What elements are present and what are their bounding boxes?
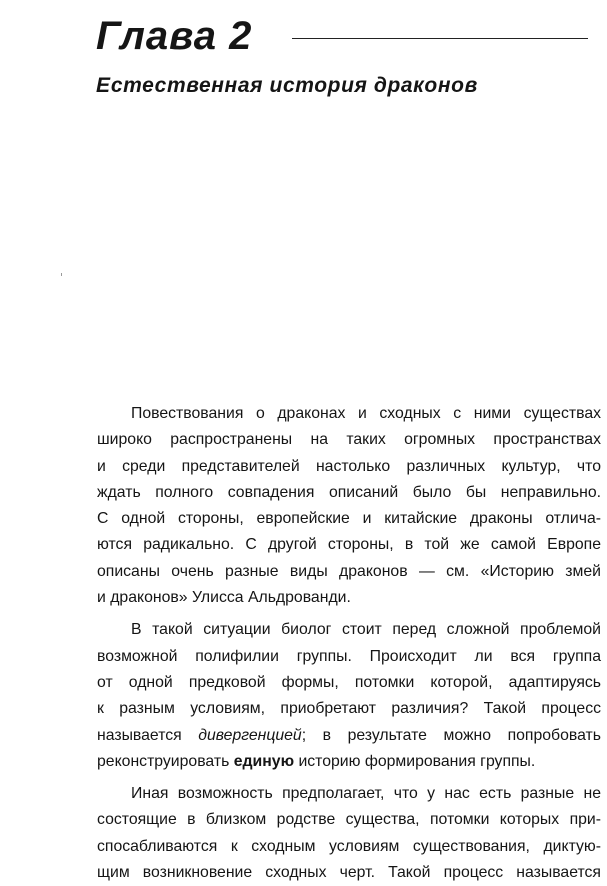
text-line — [97, 696, 601, 722]
text-run: и среди представителей настолько различных культур, что — [97, 457, 601, 475]
text-run: щим возникновение сходных черт. Такой процесс называется — [97, 864, 601, 882]
text-run: В такой ситуации биолог стоит перед сложной проблемой — [131, 621, 601, 639]
text-line — [97, 532, 601, 558]
text-line — [97, 427, 601, 453]
paragraph — [97, 401, 601, 611]
text-line — [97, 559, 601, 585]
text-run: к разным условиям, приобретают различия? Такой процесс — [97, 700, 601, 718]
body-text — [97, 401, 601, 886]
text-line — [97, 480, 601, 506]
paragraph — [97, 781, 601, 886]
text-line — [97, 807, 601, 833]
chapter-title: Глава 2 — [96, 14, 253, 58]
text-run: описаны очень разные виды драконов — см. «Историю змей — [97, 562, 601, 580]
text-run: состоящие в близком родстве существа, потомки которых при- — [97, 811, 601, 829]
text-run: ждать полного совпадения описаний было бы неправильно. — [97, 483, 601, 501]
text-line — [97, 834, 601, 860]
text-bold: единую — [233, 752, 295, 770]
text-run: Повествования о драконах и сходных с ними существах — [131, 405, 601, 422]
text-line — [97, 749, 601, 775]
text-run: широко распространены на таких огромных пространствах — [97, 431, 601, 449]
text-line — [97, 860, 601, 886]
paragraph — [97, 617, 601, 775]
text-run: спосабливаются к сходным условиям существования, диктую- — [97, 837, 601, 855]
text-run: Иная возможность предполагает, что у нас есть разные не — [131, 785, 601, 803]
text-line — [97, 781, 601, 807]
text-run: С одной стороны, европейские и китайские драконы отлича- — [97, 510, 601, 528]
text-run: и драконов» Улисса Альдрованди. — [97, 589, 351, 607]
text-run: называется — [97, 726, 199, 744]
text-line — [97, 723, 601, 749]
chapter-header — [96, 12, 596, 62]
text-run: возможной полифилии группы. Происходит ли вся группа — [97, 647, 601, 665]
text-line — [97, 585, 601, 611]
text-line — [97, 401, 601, 427]
header-rule — [292, 38, 588, 39]
text-run: ; в результате можно попробовать — [301, 726, 601, 744]
text-run: историю формирования группы. — [294, 752, 536, 770]
text-line — [97, 644, 601, 670]
text-run: ются радикально. С другой стороны, в той же самой Европе — [97, 536, 601, 554]
scan-speck — [61, 273, 62, 276]
text-line — [97, 506, 601, 532]
text-run: реконструировать — [97, 752, 234, 770]
text-run: от одной предковой формы, потомки которой, адаптируясь — [97, 673, 601, 691]
chapter-subtitle: Естественная история драконов — [96, 74, 478, 97]
text-line — [97, 454, 601, 480]
text-italic: дивергенцией — [198, 726, 302, 744]
text-line — [97, 617, 601, 643]
text-line — [97, 670, 601, 696]
